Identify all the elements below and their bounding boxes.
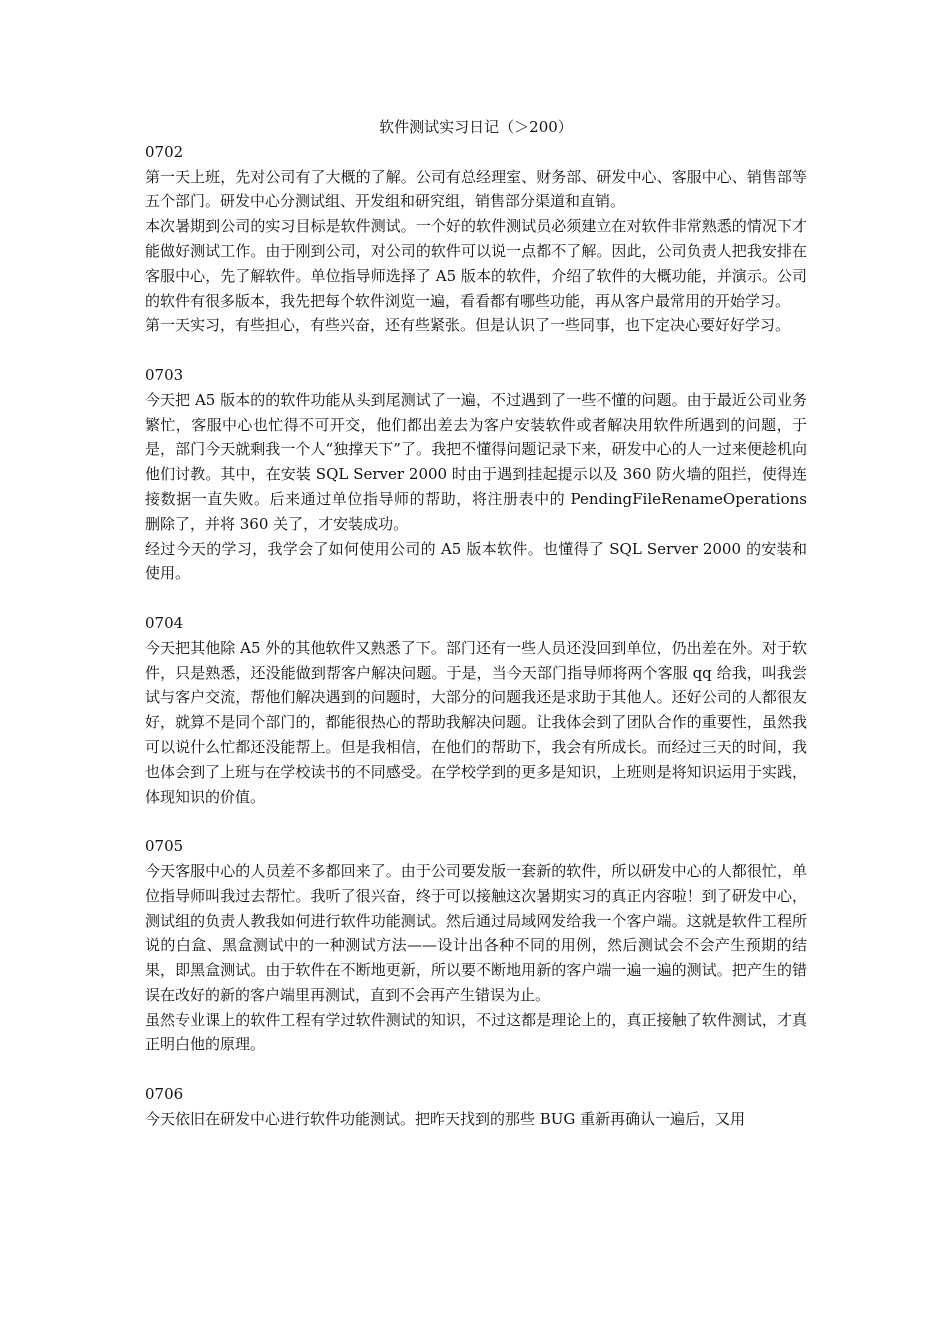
diary-entry xyxy=(145,834,807,1057)
entry-date: 0706 xyxy=(145,1085,184,1104)
entry-date: 0702 xyxy=(145,142,184,161)
entry-date: 0703 xyxy=(145,365,184,384)
diary-entry xyxy=(145,611,807,809)
entry-date: 0705 xyxy=(145,837,184,856)
entry-paragraph: 第一天实习，有些担心，有些兴奋，还有些紧张。但是认识了一些同事，也下定决心要好好学习。 xyxy=(145,316,791,335)
entry-paragraph: 今天客服中心的人员差不多都回来了。由于公司要发版一套新的软件，所以研发中心的人都很忙，单位指导师叫我过去帮忙。我听了很兴奋，终于可以接触这次暑期实习的真正内容啦！到了研发中心，测试组的负责人教我如何进行软件功能测试。然后通过局域网发给我一个客户端。这就是软件工程所说的白盒、黑盒测试中的一种测试方法——设计出各种不同的用例，然后测试会不会产生预期的结果，即黑盒测试。由于软件在不断地更新，所以要不断地用新的客户端一遍一遍的测试。把产生的错误在改好的新的客户端里再测试，直到不会再产生错误为止。 xyxy=(145,861,807,1004)
diary-entry xyxy=(145,363,807,586)
diary-entry xyxy=(145,1082,807,1132)
entry-paragraph: 经过今天的学习，我学会了如何使用公司的 A5 版本软件。也懂得了 SQL Server 2000 的安装和使用。 xyxy=(145,539,807,583)
entry-paragraph: 本次暑期到公司的实习目标是软件测试。一个好的软件测试员必须建立在对软件非常熟悉的情况下才能做好测试工作。由于刚到公司，对公司的软件可以说一点都不了解。因此，公司负责人把我安排在客服中心，先了解软件。单位指导师选择了 A5 版本的软件，介绍了软件的大概功能，并演示。公司的软件有很多版本，我先把每个软件浏览一遍，看看都有哪些功能，再从客户最常用的开始学习。 xyxy=(145,217,807,310)
document-title: 软件测试实习日记（＞200） xyxy=(379,118,573,136)
entry-paragraph: 今天把 A5 版本的的软件功能从头到尾测试了一遍，不过遇到了一些不懂的问题。由于最近公司业务繁忙，客服中心也忙得不可开交，他们都出差去为客户安装软件或者解决用软件所遇到的问题，于是，部门今天就剩我一个人“独撑天下”了。我把不懂得问题记录下来，研发中心的人一过来便趁机向他们讨教。其中，在安装 SQL Server 2000 时由于遇到挂起提示以及 360 防火墙的阻拦，使得连接数据一直失败。后来通过单位指导师的帮助，将注册表中的 PendingFileRenameOperations 删除了，并将 360 关了，才安装成功。 xyxy=(145,390,807,533)
entry-paragraph: 今天把其他除 A5 外的其他软件又熟悉了下。部门还有一些人员还没回到单位，仍出差在外。对于软件，只是熟悉，还没能做到帮客户解决问题。于是，当今天部门指导师将两个客服 qq 给我，叫我尝试与客户交流，帮他们解决遇到的问题时，大部分的问题我还是求助于其他人。还好公司的人都很友好，就算不是同个部门的，都能很热心的帮助我解决问题。让我体会到了团队合作的重要性，虽然我可以说什么忙都还没能帮上。但是我相信，在他们的帮助下，我会有所成长。而经过三天的时间，我也体会到了上班与在学校读书的不同感受。在学校学到的更多是知识，上班则是将知识运用于实践，体现知识的价值。 xyxy=(145,638,807,806)
entry-paragraph: 今天依旧在研发中心进行软件功能测试。把昨天找到的那些 BUG 重新再确认一遍后，又用 xyxy=(145,1109,746,1128)
document-page xyxy=(145,115,807,1132)
entry-paragraph: 第一天上班，先对公司有了大概的了解。公司有总经理室、财务部、研发中心、客服中心、销售部等五个部门。研发中心分测试组、开发组和研究组，销售部分渠道和直销。 xyxy=(145,167,807,211)
diary-entry xyxy=(145,140,807,338)
entry-date: 0704 xyxy=(145,613,184,632)
entry-paragraph: 虽然专业课上的软件工程有学过软件测试的知识，不过这都是理论上的，真正接触了软件测试，才真正明白他的原理。 xyxy=(145,1010,807,1054)
